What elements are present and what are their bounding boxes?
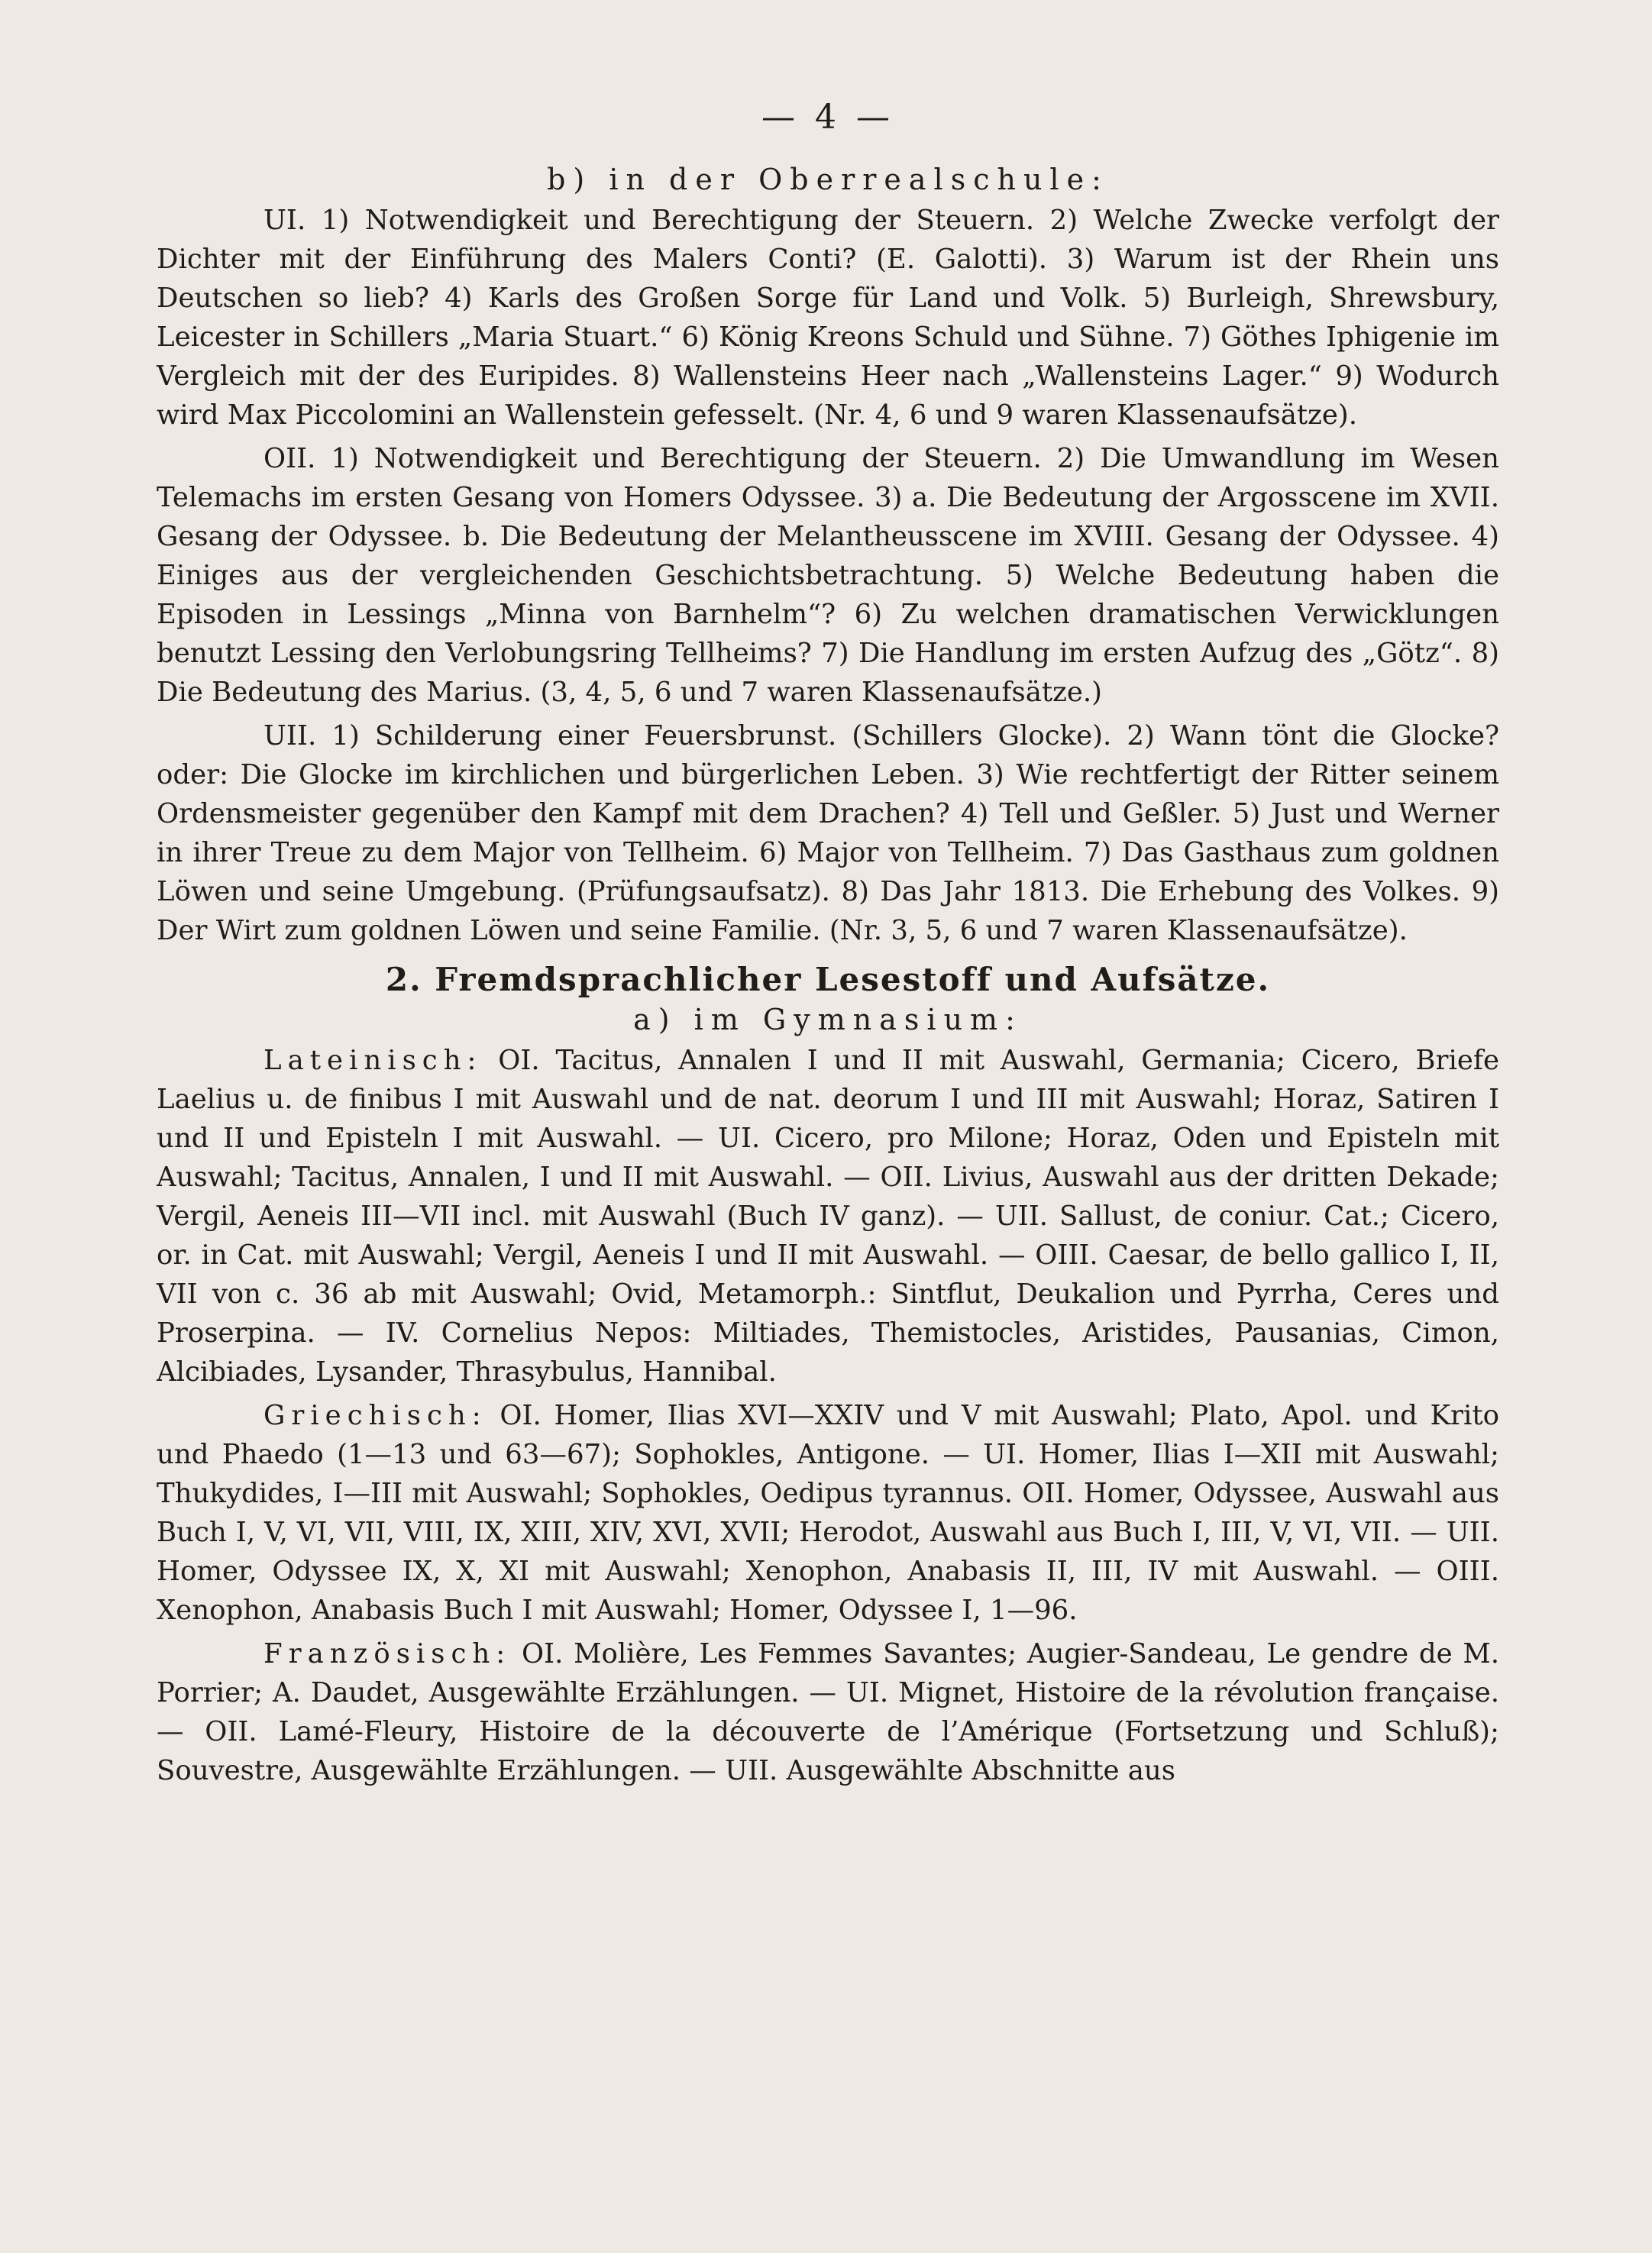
paragraph-lateinisch [157, 1041, 1499, 1392]
gymnasium-subheading: a) im Gymnasium: [633, 1003, 1023, 1036]
paragraph-oii: OII. 1) Notwendigkeit und Berechtigung der Steuern. 2) Die Umwandlung im Wesen Telemachs im ersten Gesang von Homers Odyssee. 3) a. Die Bedeutung der Argosscene im XVII. Gesang der Odyssee. b. Die Bedeutung der Melantheusscene im XVIII. Gesang der Odyssee. 4) Einiges aus der vergleichenden Geschichtsbetrachtung. 5) Welche Bedeutung haben die Episoden in Lessings „Minna von Barnhelm“? 6) Zu welchen dramatischen Verwicklungen benutzt Lessing den Verlobungsring Tellheims? 7) Die Handlung im ersten Aufzug des „Götz“. 8) Die Bedeutung des Marius. (3, 4, 5, 6 und 7 waren Klassenaufsätze.) [157, 443, 1499, 708]
page-number: — 4 — [761, 98, 894, 137]
text-franzoesisch: OI. Molière, Les Femmes Savantes; Augier-Sandeau, Le gendre de M. Porrier; A. Daudet, Ausgewählte Erzählungen. — UI. Mignet, Histoire de la révolution française. — OII. Lamé-Fleury, Histoire de la découverte de l’Amérique (Fortsetzung und Schluß); Souvestre, Ausgewählte Erzählungen. — UII. Ausgewählte Abschnitte aus [157, 1638, 1499, 1786]
paragraph-griechisch [157, 1396, 1499, 1630]
paragraph-franzoesisch [157, 1634, 1499, 1790]
paragraph-ui: UI. 1) Notwendigkeit und Berechtigung der Steuern. 2) Welche Zwecke verfolgt der Dichter mit der Einführung des Malers Conti? (E. Galotti). 3) Warum ist der Rhein uns Deutschen so lieb? 4) Karls des Großen Sorge für Land und Volk. 5) Burleigh, Shrewsbury, Leicester in Schillers „Maria Stuart.“ 6) König Kreons Schuld und Sühne. 7) Göthes Iphigenie im Vergleich mit der des Euripides. 8) Wallensteins Heer nach „Wallensteins Lager.“ 9) Wodurch wird Max Piccolomini an Wallenstein gefesselt. (Nr. 4, 6 und 9 waren Klassenaufsätze). [157, 205, 1499, 431]
paragraph-uii: UII. 1) Schilderung einer Feuersbrunst. (Schillers Glocke). 2) Wann tönt die Glocke? oder: Die Glocke im kirchlichen und bürgerlichen Leben. 3) Wie rechtfertigt der Ritter seinem Ordensmeister gegenüber den Kampf mit dem Drachen? 4) Tell und Geßler. 5) Just und Werner in ihrer Treue zu dem Major von Tellheim. 6) Major von Tellheim. 7) Das Gasthaus zum goldnen Löwen und seine Umgebung. (Prüfungsaufsatz). 8) Das Jahr 1813. Die Erhebung des Volkes. 9) Der Wirt zum goldnen Löwen und seine Familie. (Nr. 3, 5, 6 und 7 waren Klassenaufsätze). [157, 720, 1499, 946]
text-griechisch: OI. Homer, Ilias XVI—XXIV und V mit Auswahl; Plato, Apol. und Krito und Phaedo (1—13 und 63—67); Sophokles, Antigone. — UI. Homer, Ilias I—XII mit Auswahl; Thukydides, I—III mit Auswahl; Sophokles, Oedipus tyrannus. OII. Homer, Odyssee, Auswahl aus Buch I, V, VI, VII, VIII, IX, XIII, XIV, XVI, XVII; Herodot, Auswahl aus Buch I, III, V, VI, VII. — UII. Homer, Odyssee IX, X, XI mit Auswahl; Xenophon, Anabasis II, III, IV mit Auswahl. — OIII. Xenophon, Anabasis Buch I mit Auswahl; Homer, Odyssee I, 1—96. [157, 1400, 1499, 1626]
lead-griechisch: Griechisch: [263, 1400, 487, 1431]
text-lateinisch: OI. Tacitus, Annalen I und II mit Auswahl, Germania; Cicero, Briefe Laelius u. de finibus I mit Auswahl und de nat. deorum I und III mit Auswahl; Horaz, Satiren I und II und Episteln I mit Auswahl. — UI. Cicero, pro Milone; Horaz, Oden und Episteln mit Auswahl; Tacitus, Annalen, I und II mit Auswahl. — OII. Livius, Auswahl aus der dritten Dekade; Vergil, Aeneis III—VII incl. mit Auswahl (Buch IV ganz). — UII. Sallust, de coniur. Cat.; Cicero, or. in Cat. mit Auswahl; Vergil, Aeneis I und II mit Auswahl. — OIII. Caesar, de bello gallico I, II, VII von c. 36 ab mit Auswahl; Ovid, Metamorph.: Sintflut, Deukalion und Pyrrha, Ceres und Proserpina. — IV. Cornelius Nepos: Miltiades, Themistocles, Aristides, Pausanias, Cimon, Alcibiades, Lysander, Thrasybulus, Hannibal. [157, 1045, 1499, 1388]
lead-franzoesisch: Französisch: [263, 1638, 512, 1670]
section-heading-fremdsprachlich: 2. Fremdsprachlicher Lesestoff und Aufsätze. [385, 961, 1271, 998]
lead-lateinisch: Lateinisch: [263, 1045, 483, 1076]
oberrealschule-subheading: b) in der Oberrealschule: [547, 163, 1109, 196]
